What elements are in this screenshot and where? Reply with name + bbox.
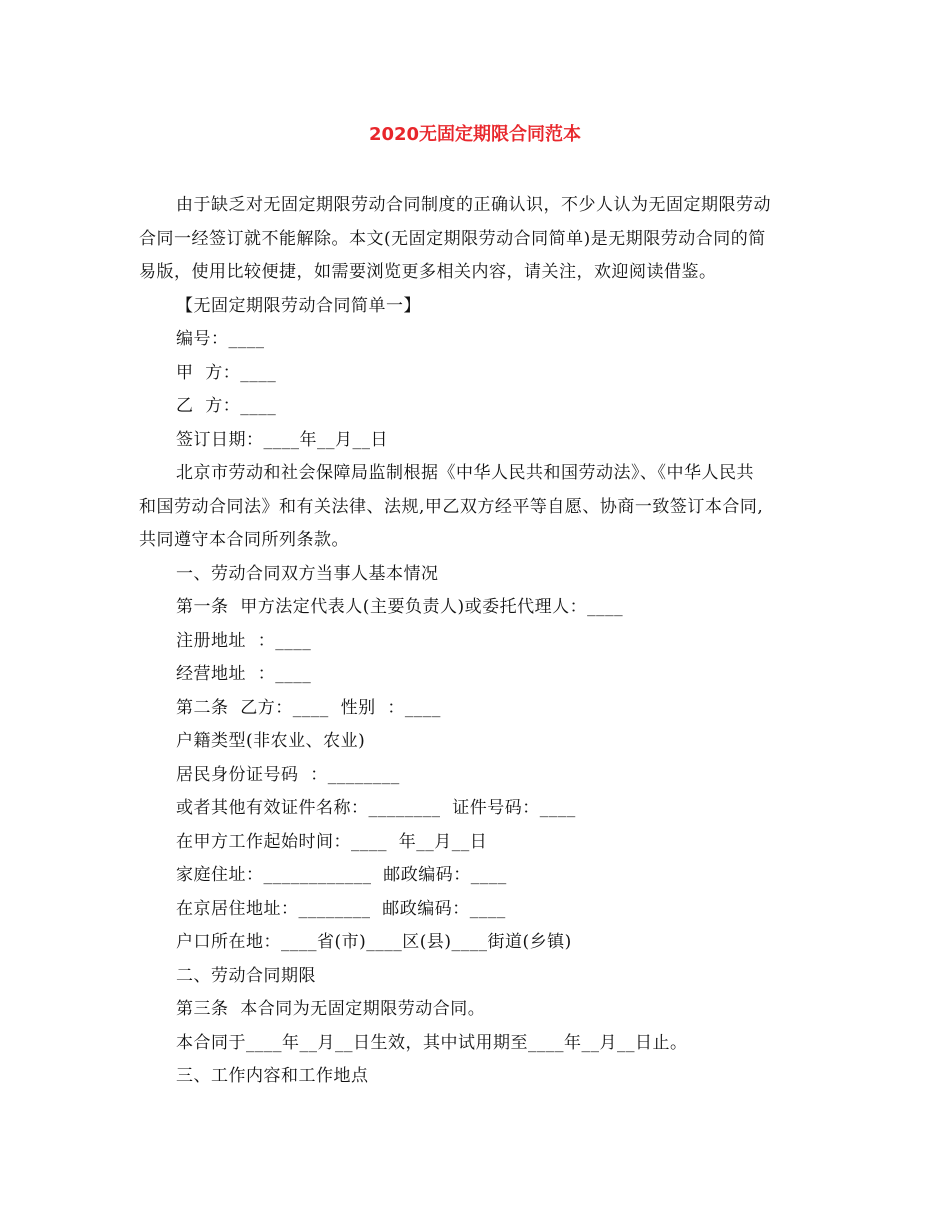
document-line: 户口所在地：____省(市)____区(县)____街道(乡镇) [176, 932, 572, 952]
document-line: 由于缺乏对无固定期限劳动合同制度的正确认识，不少人认为无固定期限劳动 [176, 195, 771, 215]
document-line: 二、劳动合同期限 [176, 965, 316, 986]
document-line: 注册地址 ：____ [176, 630, 312, 651]
document-line: 在甲方工作起始时间：____ 年__月__日 [176, 831, 488, 852]
document-line: 居民身份证号码 ：________ [176, 764, 400, 785]
document-line: 一、劳动合同双方当事人基本情况 [176, 563, 439, 584]
document-line: 签订日期：____年__月__日 [176, 429, 388, 450]
document-line: 户籍类型(非农业、农业) [176, 731, 366, 751]
document-line: 或者其他有效证件名称：________ 证件号码：____ [176, 798, 576, 818]
document-line: 编号：____ [176, 329, 265, 349]
document-line: 甲 方：____ [176, 362, 277, 383]
document-line: 易版，使用比较便捷，如需要浏览更多相关内容，请关注，欢迎阅读借鉴。 [139, 262, 717, 282]
document-line: 北京市劳动和社会保障局监制根据《中华人民共和国劳动法》、《中华人民共 [176, 463, 754, 483]
document-line: 在京居住地址：________ 邮政编码：____ [176, 898, 506, 919]
document-line: 第一条 甲方法定代表人(主要负责人)或委托代理人：____ [176, 597, 624, 617]
document-line: 第三条 本合同为无固定期限劳动合同。 [176, 999, 486, 1019]
document-line: 第二条 乙方：____ 性别 ：____ [176, 697, 441, 718]
document-line: 家庭住址：____________ 邮政编码：____ [176, 865, 507, 885]
document-line: 三、工作内容和工作地点 [176, 1066, 369, 1086]
document-line: 和国劳动合同法》和有关法律、法规,甲乙双方经平等自愿、协商一致签订本合同, [139, 496, 764, 517]
document-title: 2020无固定期限合同范本 [368, 124, 582, 145]
document-line: 共同遵守本合同所列条款。 [139, 530, 349, 550]
document-line: 【无固定期限劳动合同简单一】 [176, 295, 421, 316]
document-line: 本合同于____年__月__日生效，其中试用期至____年__月__日止。 [176, 1032, 688, 1053]
document-line: 合同一经签订就不能解除。本文(无固定期限劳动合同简单)是无期限劳动合同的简 [139, 228, 766, 249]
document-line: 经营地址 ：____ [176, 664, 312, 684]
document-body [139, 189, 811, 1094]
document-line: 乙 方：____ [176, 396, 277, 416]
